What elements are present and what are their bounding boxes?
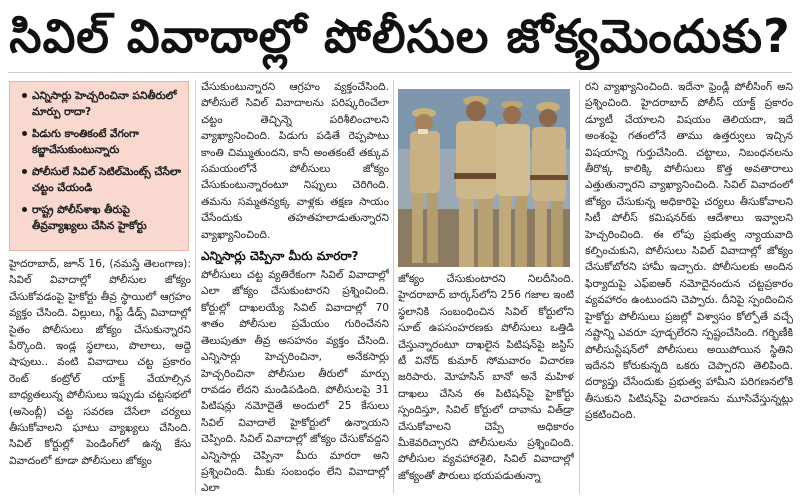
highlight-item: పోలీసులే సివిల్ సెటిల్‌మెంట్స్ చేసేలా చట్టం చేయండి (22, 164, 182, 196)
bullet-icon (22, 207, 27, 212)
bullet-icon (22, 131, 27, 136)
highlight-item: రాష్ట్ర పోలీస్‌శాఖ తీరుపై తీవ్రవ్యాఖ్యలు చేసిన హైకోర్టు (22, 202, 182, 234)
column-2-text-b: పోలీసులు చట్ట వ్యతిరేకంగా సివిల్ వివాదాల్లో ఎలా జోక్యం చేసుకుంటారని ప్రశ్నించింది. కోర్టుల్లో దాఖలయ్యే సివిల్ వివాదాల్లో 70 శాతం పోలీసుల ప్రమేయం గురించేనని తెలుపుతూ తీవ్ర అసహనం వ్యక్తం చేసింది. ఎన్నిసార్లు హెచ్చరించినా, అనేకసార్లు హెచ్చరించినా పోలీసుల తీరులో మార్పు రావడం లేదని మండిపడింది. పోలీసులపై 31 పిటిషన్లు నమోదైతే అందులో 25 కేసులు సివిల్ వివాదాలే హైకోర్టులో ఉన్నాయని చెప్పింది. సివిల్ వివాదాల్లో జోక్యం చేసుకోవద్దని ఎన్నిసార్లు చెప్పినా మీరు మారరా అని ప్రశ్నించింది. మీకు సంబంధం లేని వివాదాల్లో ఎలా (201, 269, 389, 494)
police-photo-illustration (398, 89, 570, 267)
column-4-text: రని వ్యాఖ్యానించింది. ఇదేనా ఫ్రెండ్లీ పోలీసింగ్ అని ప్రశ్నించింది. హైదరాబాద్ పోలీస్ యాక్ట్ ప్రకారం డ్యూటీ చేయాలని విషయం తెలియదా, ఇదే అంశంపై గతంలోనే తాము ఉత్తర్వులు ఇచ్చిన విషయాన్ని గుర్తుచేసింది. చట్టాలు, నిబంధనలను తీరొక్క కాలిక్కి పోలీసులు కొత్త అవతారాలు ఎత్తుతున్నారని వ్యాఖ్యానించింది. సివిల్ వివాదంలో జోక్యం చేసుకున్న అధికారిపై చర్యలు తీసుకోవాలని సిటీ పోలీస్ కమిషనర్‌కు ఆదేశాలు ఇవ్వాలని హెచ్చరించింది. ఈ లోపు ప్రభుత్వ న్యాయవాది కల్పించుకుని, పోలీసులు సివిల్ వివాదాల్లో జోక్యం చేసుకోబోరని హామీ ఇచ్చారు. పోలీసులకు అందిన ఫిర్యాదుపై ఎఫ్‌ఐఆర్ నమోదైనందున చట్టప్రకారం వ్యవహారం ఉంటుందని చెప్పారు. దీనిపై స్పందించిన హైకోర్టు పోలీసులు ప్రజల్లో విశ్వాసం కోల్పోతే వచ్చే నష్టాన్ని ఎవరూ పూడ్చలేరని స్పష్టంచేసింది. గర్భిణీకి పోలీసుస్టేషన్‌లో పోలీసులు అయిపోయిన స్థితిని ఇదేనని కోరుకున్నది ఒకరు చెప్పారని తెలిపింది. దర్యాప్తు చేసేందుకు ప్రభుత్వ హామీని పరిగణనలోకి తీసుకుని పిటిషన్‌పై విచారణను మూసివేస్తున్నట్లు ప్రకటించింది. (585, 81, 793, 422)
column-4 (585, 79, 793, 494)
bullet-icon (22, 93, 27, 98)
column-divider (579, 80, 580, 494)
police-officers-photo (398, 89, 570, 267)
headline-rule (8, 72, 792, 73)
highlight-item: ఎన్నిసార్లు హెచ్చరించినా పనితీరులో మార్పు రాదా? (22, 88, 182, 120)
highlights-box (9, 81, 189, 251)
bullet-icon (22, 169, 27, 174)
column-2-text-a: చేసుకుంటున్నారని ఆగ్రహం వ్యక్తంచేసింది. పోలీసులే సివిల్ వివాదాలను పరిష్కరించేలా చట్టం తెచ్చిన్నె పరిశీలించాలని వ్యాఖ్యానించింది. పిడుగు పడితే రెప్పపాటు కాంతి చిమ్ముతుందని, కానీ అంతకంటే తక్కువ సమయంలోనే పోలీసులు జోక్యం చేసుకుంటున్నారంటూ నిప్పులు చెరిగింది. తమను సమ్మతన్యక్క వాళ్లకు తక్షణ సాయం చేసేందుకు తహతహలాడుతున్నారని వ్యాఖ్యానించింది. (201, 81, 389, 241)
column-2 (201, 79, 389, 494)
highlight-item: పిడుగు కాంతికంటే వేగంగా కబ్జాచేసుకుంటున్నారు (22, 126, 182, 158)
headline: సివిల్ వివాదాల్లో పోలీసుల జోక్యమెందుకు? (9, 9, 791, 63)
column-1-text: హైదరాబాద్, జూన్ 16, (నమస్తే తెలంగాణ): సివిల్ వివాదాల్లో పోలీసుల జోక్యం చేసుకోవడంపై హైకోర్టు తీవ్ర స్థాయిలో ఆగ్రహం వ్యక్తం చేసింది. విల్లులు, గిఫ్ట్ డీడ్స్ వివాదాల్లో సైతం పోలీసులు జోక్యం చేసుకున్నారని పేర్కొంది. ఇండ్ల స్థలాలు, పొలాలు, అద్దె షాపులు.. వంటి వివాదాలు చట్ట ప్రకారం రెంట్ కంట్రోల్ యాక్ట్ వేయాల్సిన బాధ్యతలున్న పోలీసులు ఇప్పుడు చట్టసభలో (అసెంబ్లీ) చట్ట సవరణ చేసేలా చర్యలు తీసుకోవాలని ఘాటు వ్యాఖ్యలు చేసింది. సివిల్ కోర్టుల్లో పెండింగ్‌లో ఉన్న కేసు వివాదంలో కూడా పోలీసులు జోక్యం (9, 258, 191, 467)
column-3-text: జోక్యం చేసుకుంటారని నిలదీసింది. హైదరాబాద్ బార్కస్‌లోని 256 గజాల ఇంటి స్థలానికి సంబంధించిన సివిల్ కోర్టులోని సూట్ ఉపసంహరణకు పోలీసులు ఒత్తిడి చేస్తున్నారంటూ దాఖలైన పిటిషన్‌పై జస్టిస్ టీ వినోద్ కుమార్ సోమవారం విచారణ జరిపారు. మోహసిన్ బానో అనే మహిళ దాఖలు చేసిన ఈ పిటిషన్‌పై హైకోర్టు స్పందిస్తూ, సివిల్ కోర్టులో దావాను విత్‌డ్రా చేసుకోవాలని చెప్పే అధికారం మీకెవరిచ్చారని పోలీసులను ప్రశ్నించింది. పోలీసుల వ్యవహారశైలి, సివిల్ వివాదాల్లో జోక్యంతో పౌరులు భయపడుతున్నా (398, 273, 574, 482)
column-divider (195, 80, 196, 494)
column-divider (393, 80, 394, 494)
column-3 (398, 271, 574, 494)
column-1 (9, 256, 191, 494)
column-2-subhead: ఎన్నిసార్లు చెప్పినా మీరు మారరా? (201, 249, 359, 264)
